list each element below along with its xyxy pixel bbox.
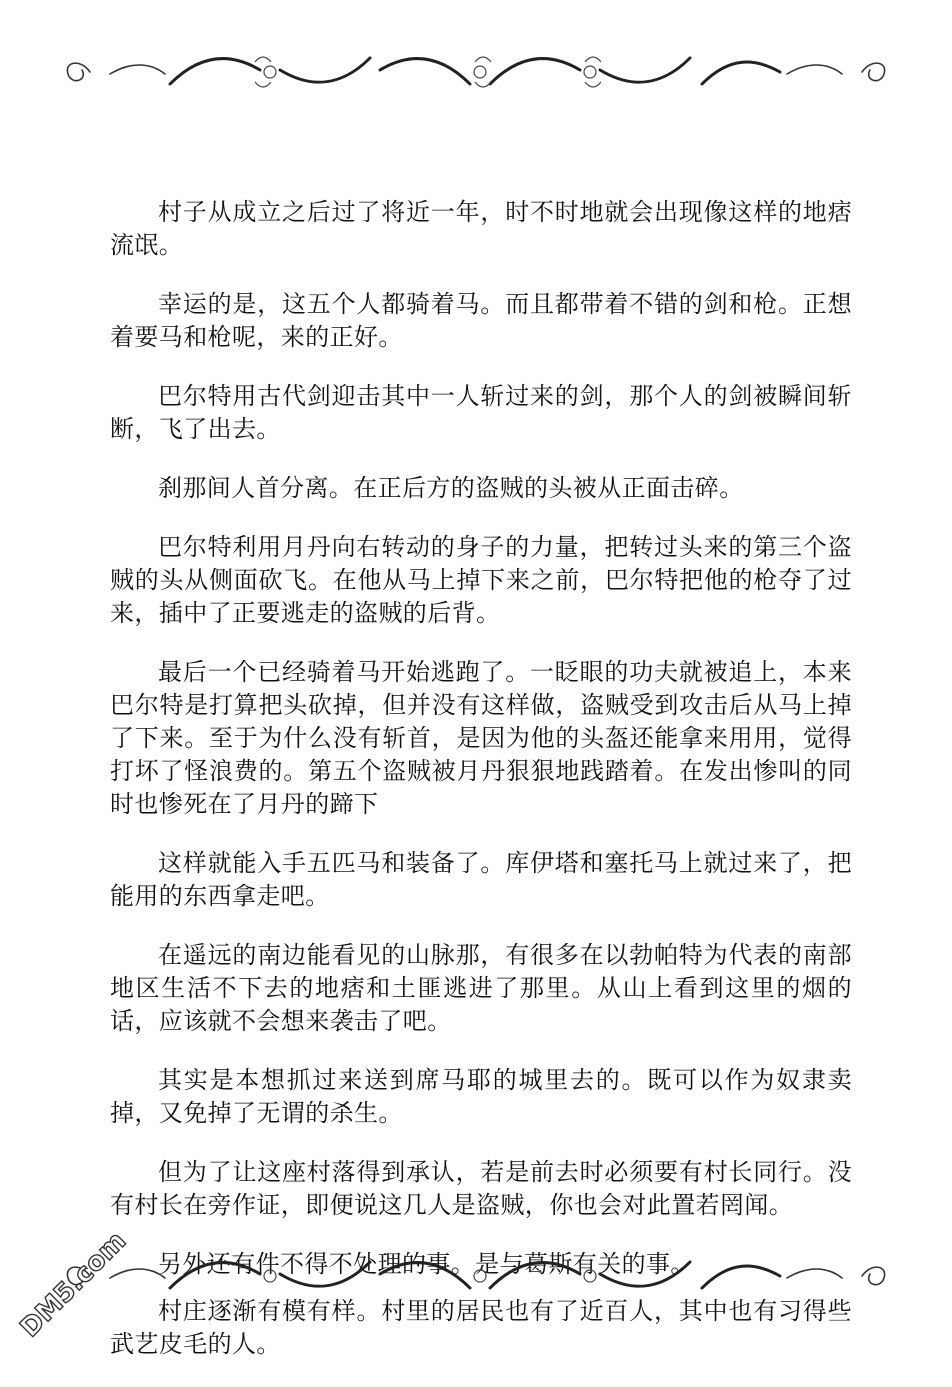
paragraph: 村庄逐渐有模有样。村里的居民也有了近百人，其中也有习得些武艺皮毛的人。: [110, 1297, 852, 1358]
paragraph: 另外还有件不得不处理的事。是与葛斯有关的事。: [158, 1250, 695, 1278]
paragraph: 但为了让这座村落得到承认，若是前去时必须要有村长同行。没有村长在旁作证，即便说这几人是盗贼，你也会对此置若罔闻。: [110, 1158, 852, 1219]
paragraph: 幸运的是，这五个人都骑着马。而且都带着不错的剑和枪。正想着要马和枪呢，来的正好。: [110, 290, 852, 351]
paragraph: 在遥远的南边能看见的山脉那，有很多在以勃帕特为代表的南部地区生活不下去的地痞和土匪逃进了那里。从山上看到这里的烟的话，应该就不会想来袭击了吧。: [110, 941, 852, 1035]
top-ornament-border-icon: [50, 44, 902, 100]
paragraph: 其实是本想抓过来送到席马耶的城里去的。既可以作为奴隶卖掉，又免掉了无谓的杀生。: [110, 1066, 852, 1127]
paragraph: 最后一个已经骑着马开始逃跑了。一眨眼的功夫就被追上，本来巴尔特是打算把头砍掉，但并没有这样做，盗贼受到攻击后从马上掉了下来。至于为什么没有斩首，是因为他的头盔还能拿来用用，觉得打坏了怪浪费的。第五个盗贼被月丹狠狠地践踏着。在发出惨叫的同时也惨死在了月丹的蹄下: [110, 658, 852, 818]
bottom-ornament-border-icon: [50, 1248, 902, 1304]
paragraph: 刹那间人首分离。在正后方的盗贼的头被从正面击碎。: [158, 474, 744, 502]
paragraph: 村子从成立之后过了将近一年，时不时地就会出现像这样的地痞流氓。: [110, 198, 852, 259]
dm5-watermark-logo: [8, 1226, 133, 1354]
paragraph: 这样就能入手五匹马和装备了。库伊塔和塞托马上就过来了，把能用的东西拿走吧。: [110, 849, 852, 910]
watermark-text: DM5.com: [14, 1226, 133, 1344]
page-body: [110, 196, 852, 1387]
paragraph: 巴尔特用古代剑迎击其中一人斩过来的剑，那个人的剑被瞬间斩断，飞了出去。: [110, 382, 852, 443]
paragraph: 巴尔特利用月丹向右转动的身子的力量，把转过头来的第三个盗贼的头从侧面砍飞。在他从马上掉下来之前，巴尔特把他的枪夺了过来，插中了正要逃走的盗贼的后背。: [110, 533, 852, 627]
